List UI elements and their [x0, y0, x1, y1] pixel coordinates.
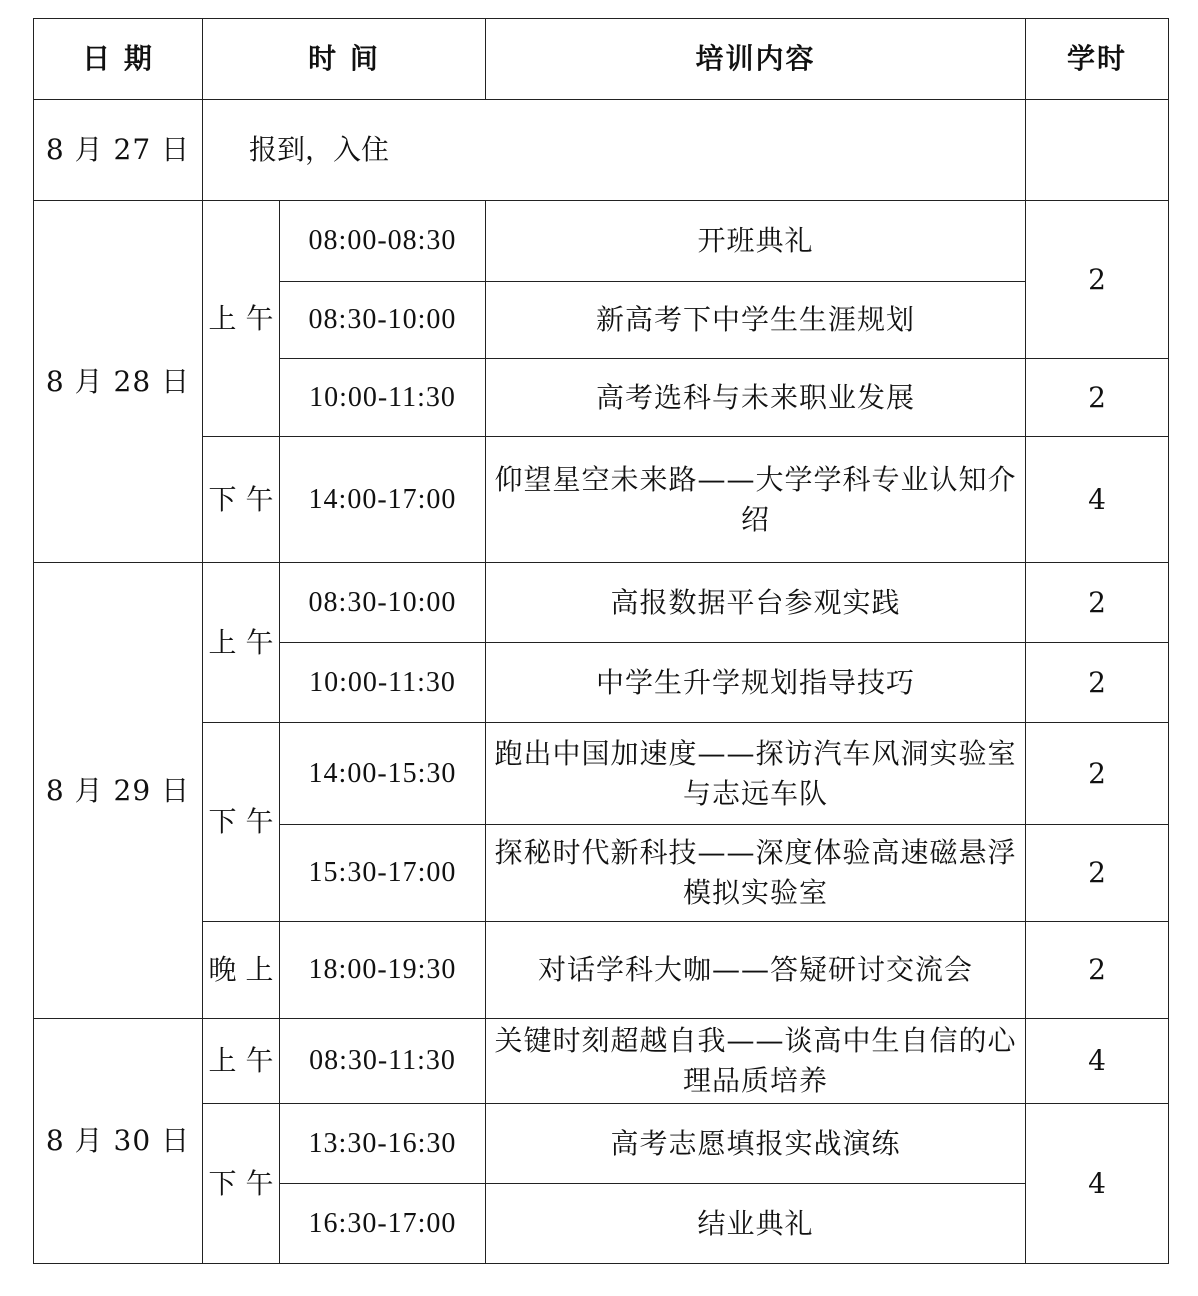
header-row [34, 19, 1169, 100]
time-cell: 08:30-10:00 [280, 563, 486, 643]
content-cell: 高考志愿填报实战演练 [486, 1104, 1026, 1184]
hours-cell: 2 [1026, 723, 1169, 825]
time-cell: 08:30-10:00 [280, 282, 486, 359]
date-cell: 8 月 28 日 [34, 201, 203, 563]
hours-cell: 2 [1026, 359, 1169, 437]
content-cell: 探秘时代新科技——深度体验高速磁悬浮模拟实验室 [486, 825, 1026, 922]
time-cell: 08:30-11:30 [280, 1019, 486, 1104]
hours-cell [1026, 100, 1169, 201]
time-cell: 14:00-17:00 [280, 437, 486, 563]
period-afternoon: 下 午 [203, 437, 280, 563]
date-cell: 8 月 30 日 [34, 1019, 203, 1264]
content-cell: 高报数据平台参观实践 [486, 563, 1026, 643]
table-row [34, 201, 1169, 282]
table-row [34, 1019, 1169, 1104]
hours-cell: 2 [1026, 825, 1169, 922]
table-row [34, 1104, 1169, 1184]
hours-cell: 2 [1026, 922, 1169, 1019]
hours-cell: 2 [1026, 201, 1169, 359]
table-row [34, 563, 1169, 643]
date-cell: 8 月 29 日 [34, 563, 203, 1019]
period-afternoon: 下 午 [203, 723, 280, 922]
table-row [34, 723, 1169, 825]
period-morning: 上 午 [203, 563, 280, 723]
hours-cell: 2 [1026, 643, 1169, 723]
date-cell: 8 月 27 日 [34, 100, 203, 201]
time-cell: 14:00-15:30 [280, 723, 486, 825]
time-cell: 13:30-16:30 [280, 1104, 486, 1184]
content-cell: 跑出中国加速度——探访汽车风洞实验室与志远车队 [486, 723, 1026, 825]
table-row [34, 922, 1169, 1019]
time-cell: 10:00-11:30 [280, 643, 486, 723]
header-time: 时 间 [203, 19, 486, 100]
time-cell: 15:30-17:00 [280, 825, 486, 922]
content-cell: 对话学科大咖——答疑研讨交流会 [486, 922, 1026, 1019]
table-row [34, 100, 1169, 201]
hours-cell: 4 [1026, 437, 1169, 563]
time-cell: 08:00-08:30 [280, 201, 486, 282]
content-cell: 中学生升学规划指导技巧 [486, 643, 1026, 723]
header-date: 日 期 [34, 19, 203, 100]
content-cell: 高考选科与未来职业发展 [486, 359, 1026, 437]
content-cell: 报到，入住 [203, 100, 1026, 201]
content-cell: 关键时刻超越自我——谈高中生自信的心理品质培养 [486, 1019, 1026, 1104]
period-morning: 上 午 [203, 1019, 280, 1104]
content-cell: 新高考下中学生生涯规划 [486, 282, 1026, 359]
content-cell: 结业典礼 [486, 1184, 1026, 1264]
time-cell: 16:30-17:00 [280, 1184, 486, 1264]
time-cell: 18:00-19:30 [280, 922, 486, 1019]
header-content: 培训内容 [486, 19, 1026, 100]
table-row [34, 437, 1169, 563]
period-evening: 晚 上 [203, 922, 280, 1019]
content-cell: 开班典礼 [486, 201, 1026, 282]
hours-cell: 2 [1026, 563, 1169, 643]
header-hours: 学时 [1026, 19, 1169, 100]
time-cell: 10:00-11:30 [280, 359, 486, 437]
content-cell: 仰望星空未来路——大学学科专业认知介绍 [486, 437, 1026, 563]
hours-cell: 4 [1026, 1019, 1169, 1104]
period-morning: 上 午 [203, 201, 280, 437]
period-afternoon: 下 午 [203, 1104, 280, 1264]
training-schedule-table [33, 18, 1169, 1264]
hours-cell: 4 [1026, 1104, 1169, 1264]
